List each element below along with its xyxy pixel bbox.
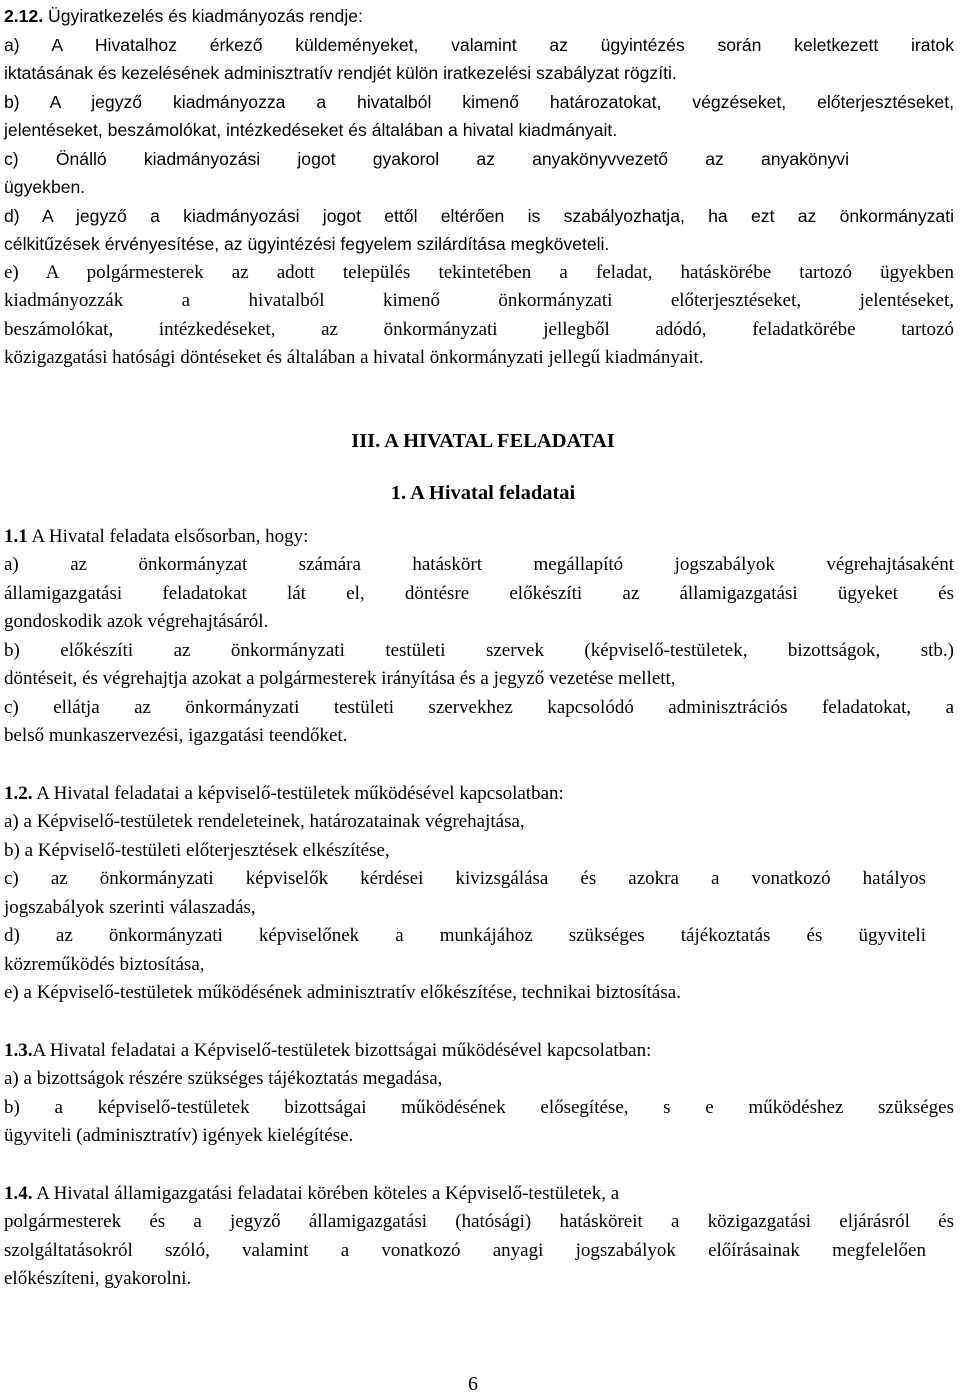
paragraph-c-line: c) Önálló kiadmányozási jogot gyakorol az anyakönyvvezető az anyakönyvi [4,148,849,169]
paragraph-d-line: d) A jegyző a kiadmányozási jogot ettől eltérően is szabályozhatja, ha ezt az önkormányzati [4,205,954,226]
paragraph-e-line: beszámolókat, intézkedéseket, az önkormányzati jellegből adódó, feladatkörébe tartozó [4,318,954,340]
item-b-line: b) a Képviselő-testületi előterjesztések elkészítése, [4,839,390,861]
item-a-line: államigazgatási feladatokat lát el, döntésre előkészíti az államigazgatási ügyeket és [4,582,954,604]
item-b-line: b) a képviselő-testületek bizottságai működésének elősegítése, s e működéshez szükséges [4,1096,954,1118]
section-heading: 1. A Hivatal feladatai [390,482,576,504]
item-b-line: döntéseit, és végrehajtja azokat a polgármesterek irányítása és a jegyző vezetése mellett, [4,668,676,689]
section-intro: A Hivatal feladata elsősorban, hogy: [27,525,309,547]
section-intro: A Hivatal feladatai a képviselő-testületek működésével kapcsolatban: [32,782,564,804]
paragraph-a-line: iktatásának és kezelésének adminisztratív rendjét külön iratkezelési szabályzat rögzíti. [4,63,677,83]
item-c-line: jogszabályok szerinti válaszadás, [4,896,256,918]
item-d-line: közreműködés biztosítása, [4,953,205,975]
section-1-4-line [4,1180,954,1209]
section-1-3 [4,1037,954,1151]
section-1-1 [4,523,954,751]
chapter-heading: III. A HIVATAL FELADATAI [351,429,615,452]
item-a-line: a) az önkormányzat számára hatáskört megállapító jogszabályok végrehajtásaként [4,554,954,575]
paragraph-e-line: e) A polgármesterek az adott település tekintetében a feladat, hatáskörébe tartozó ügyekben [4,261,954,283]
item-b-line: b) előkészíti az önkormányzati testületi szervek (képviselő-testületek, bizottságok, stb.) [4,639,954,661]
paragraph-c-line: ügyekben. [4,177,86,197]
section-1-2 [4,780,954,1008]
section-number: 1.4. [4,1182,33,1204]
item-a-line: a) a Képviselő-testületek rendeleteinek, határozatainak végrehajtása, [4,811,525,832]
section-title: Ügyiratkezelés és kiadmányozás rendje: [43,6,363,26]
section-1-4-line: előkészíteni, gyakorolni. [4,1268,192,1289]
item-d-line: d) az önkormányzati képviselőnek a munkájához szükséges tájékoztatás és ügyviteli [4,925,926,946]
item-c-line: c) az önkormányzati képviselők kérdései kivizsgálása és azokra a vonatkozó hatályos [4,868,926,889]
item-a-line: a) a bizottságok részére szükséges tájékoztatás megadása, [4,1068,443,1089]
section-1-4 [4,1180,954,1294]
section-2-12 [4,2,954,259]
section-1-4-line: polgármesterek és a jegyző államigazgatási (hatósági) hatásköreit a közigazgatási eljárásról és [4,1211,954,1232]
paragraph-e-line: kiadmányozzák a hivatalból kimenő önkormányzati előterjesztéseket, jelentéseket, [4,290,954,311]
section-2-12-title [4,2,954,31]
page-number: 6 [468,1373,478,1395]
section-1-3-intro [4,1037,954,1066]
item-c-line: c) ellátja az önkormányzati testületi szervekhez kapcsolódó adminisztrációs feladatokat, a [4,696,954,718]
item-b-line: ügyviteli (adminisztratív) igények kielégítése. [4,1125,354,1146]
paragraph-d-line: célkitűzések érvényesítése, az ügyintézési fegyelem szilárdítása megköveteli. [4,234,610,254]
section-number: 1.3. [4,1039,33,1061]
section-number: 1.2. [4,782,33,804]
section-intro: A Hivatal feladatai a Képviselő-testületek bizottságai működésével kapcsolatban: [32,1039,652,1061]
section-number: 1.1 [4,525,28,547]
item-a-line: gondoskodik azok végrehajtásáról. [4,611,269,632]
paragraph-e-line: közigazgatási hatósági döntéseket és általában a hivatal önkormányzati jellegű kiadmányait. [4,347,704,368]
section-1-2-intro [4,780,954,809]
item-c-line: belső munkaszervezési, igazgatási teendőket. [4,725,348,746]
item-e-line: e) a Képviselő-testületek működésének adminisztratív előkészítése, technikai biztosítása. [4,982,681,1003]
paragraph-b-line: b) A jegyző kiadmányozza a hivatalból kimenő határozatokat, végzéseket, előterjesztéseket, [4,91,954,112]
section-1-1-intro [4,523,954,552]
paragraph-b-line: jelentéseket, beszámolókat, intézkedéseket és általában a hivatal kiadmányait. [4,120,618,140]
section-2-12-e [4,259,954,373]
section-intro: A Hivatal államigazgatási feladatai körében köteles a Képviselő-testületek, a [32,1182,620,1204]
document-page [4,2,954,1294]
section-number: 2.12. [4,6,44,26]
section-1-4-line: szolgáltatásokról szóló, valamint a vonatkozó anyagi jogszabályok előírásainak megfelelően [4,1239,926,1261]
paragraph-a-line: a) A Hivatalhoz érkező küldeményeket, valamint az ügyintézés során keletkezett iratok [4,34,954,55]
